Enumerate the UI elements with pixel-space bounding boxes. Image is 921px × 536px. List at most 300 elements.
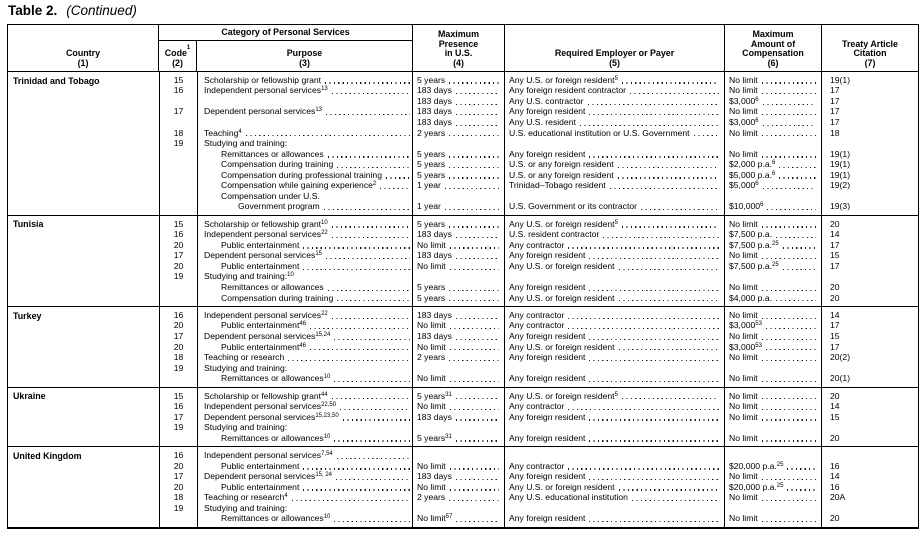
cell-text: 183 days <box>417 116 452 127</box>
amount-cell: $3,000 $^6$ <box>725 96 821 107</box>
emp-column <box>504 447 724 527</box>
dot-leader <box>763 125 816 126</box>
cell-text: No limit <box>729 352 758 363</box>
dot-leader <box>763 104 816 105</box>
country-block <box>8 215 918 306</box>
code-cell <box>160 282 197 293</box>
citation-cell <box>822 391 918 402</box>
cell-text: 20A <box>830 492 846 503</box>
employer-cell <box>505 492 724 503</box>
code-cell: 20 <box>173 481 184 492</box>
cell-text: No limit <box>729 127 758 138</box>
purpose-cell: Dependent personal services $^{15}$ <box>198 250 412 261</box>
amount-cell <box>725 282 821 293</box>
header-max-presence: Maximum Presence in U.S. (4) <box>413 25 505 71</box>
dot-leader <box>589 339 719 340</box>
amount-cell <box>725 450 821 461</box>
cell-text: 5 years <box>417 218 446 229</box>
citation-cell <box>822 433 918 444</box>
presence-cell <box>413 401 504 412</box>
cell-text: No limit <box>729 106 758 117</box>
dot-leader <box>288 360 410 361</box>
cell-text: 17 <box>830 320 840 331</box>
dot-leader <box>449 226 499 227</box>
cell-text: 20(2) <box>830 352 851 363</box>
cell-text: U.S. Government or its contractor <box>509 201 637 212</box>
dot-leader <box>334 339 410 340</box>
purpose-cell: Independent personal services $^{22}$ <box>198 229 412 240</box>
cell-text: Teaching or research <box>204 352 285 363</box>
purpose-cell: Independent personal services $^{22,50}$ <box>198 401 412 412</box>
dot-leader <box>326 258 410 259</box>
cell-text: U.S. resident contractor <box>509 229 600 240</box>
presence-cell <box>413 128 504 139</box>
purpose-cell: Dependent personal services $^{15, 24}$ <box>198 471 412 482</box>
cell-text: Studying and training: <box>204 271 288 282</box>
purpose-cell: Remittances or allowances $^{10}$ <box>198 433 412 444</box>
presence-cell <box>413 138 504 149</box>
purpose-cell: Public entertainment $^{46}$ <box>198 320 412 331</box>
employer-cell <box>505 293 724 304</box>
amount-cell <box>725 391 821 402</box>
cell-text: 5 years <box>417 159 446 170</box>
dot-leader <box>762 521 816 522</box>
dot-leader <box>246 135 410 136</box>
table-title <box>8 3 137 18</box>
citation-cell <box>822 363 918 374</box>
dot-leader <box>618 177 719 178</box>
cell-text: 5 years <box>417 74 446 85</box>
cell-text: Teaching or research <box>204 492 285 503</box>
header-treaty-citation: Treaty Article Citation (7) <box>842 38 898 69</box>
code-cell: 18 <box>173 492 184 503</box>
cell-text: 5 years <box>417 432 446 443</box>
amount-cell <box>725 85 821 96</box>
employer-cell <box>505 180 724 191</box>
dot-leader <box>449 156 499 157</box>
country-rows <box>159 307 918 387</box>
cit-column <box>821 447 918 527</box>
citation-cell <box>822 352 918 363</box>
dot-leader <box>589 290 719 291</box>
dot-leader <box>456 237 499 238</box>
cell-text: Public entertainment <box>221 320 300 331</box>
cell-text: Any contractor <box>509 320 565 331</box>
code-cell: 20 <box>173 320 184 331</box>
emp-column <box>504 307 724 387</box>
employer-cell <box>505 471 724 482</box>
cell-text: 183 days <box>417 85 452 96</box>
amount-cell <box>725 352 821 363</box>
dot-leader <box>568 247 719 248</box>
code-cell <box>160 96 197 107</box>
presence-cell <box>413 320 504 331</box>
dot-leader <box>450 468 499 469</box>
dot-leader <box>303 468 410 469</box>
purpose-cell <box>198 75 412 86</box>
cell-text: 183 days <box>417 229 452 240</box>
amount-cell <box>725 293 821 304</box>
amt-column <box>724 388 821 447</box>
cell-text: 183 days <box>417 330 452 341</box>
amount-cell: $3,000 $^{53}$ <box>725 342 821 353</box>
code-cell: 19 <box>173 138 184 149</box>
cell-text: 5 years <box>417 148 446 159</box>
cell-text: $3,000 <box>729 341 756 352</box>
dot-leader <box>336 479 410 480</box>
treaty-table <box>7 24 919 529</box>
purpose-cell: Independent personal services $^{22}$ <box>198 310 412 321</box>
purpose-cell: Scholarship or fellowship grant $^{44}$ <box>198 391 412 402</box>
purpose-cell <box>198 138 412 149</box>
cell-text: 183 days <box>417 309 452 320</box>
amount-cell <box>725 138 821 149</box>
cell-text: 19(2) <box>830 180 851 191</box>
dot-leader <box>292 500 410 501</box>
dot-leader <box>337 300 410 301</box>
cell-text: 183 days <box>417 106 452 117</box>
dot-leader <box>589 419 719 420</box>
cell-text: No limit <box>729 432 758 443</box>
dot-leader <box>456 125 499 126</box>
cell-text: 14 <box>830 401 840 412</box>
presence-cell <box>413 373 504 384</box>
cell-text: No limit <box>417 320 446 331</box>
amount-cell: $10,000 $^6$ <box>725 201 821 212</box>
dot-leader <box>762 82 816 83</box>
cell-text: 17 <box>830 341 840 352</box>
cell-text: $4,000 p.a. <box>729 292 773 303</box>
amount-cell <box>725 471 821 482</box>
citation-cell <box>822 482 918 493</box>
presence-cell <box>413 191 504 202</box>
code-cell: 19 <box>173 271 184 282</box>
dot-leader <box>449 300 499 301</box>
amount-cell <box>725 422 821 433</box>
dot-leader <box>450 409 499 410</box>
dot-leader <box>779 167 816 168</box>
code-cell: 20 <box>173 239 184 250</box>
cell-text: No limit <box>729 148 758 159</box>
purpose-cell: Scholarship or fellowship grant $^{10}$ <box>198 219 412 230</box>
cell-text: No limit <box>729 390 758 401</box>
purpose-cell: Independent personal services $^{13}$ <box>198 85 412 96</box>
cell-text: 183 days <box>417 250 452 261</box>
cell-text: $3,000 <box>729 320 756 331</box>
citation-cell <box>822 461 918 472</box>
cell-text: 183 days <box>417 95 452 106</box>
employer-cell <box>505 149 724 160</box>
cell-text: Independent personal services <box>204 229 322 240</box>
purpose-cell <box>198 261 412 272</box>
dot-leader <box>762 318 816 319</box>
presence-cell <box>413 352 504 363</box>
cell-text: No limit <box>729 309 758 320</box>
cell-text: Any foreign resident <box>509 281 586 292</box>
cell-text: $7,500 p.a. <box>729 239 773 250</box>
cell-text: Any foreign resident <box>509 373 586 384</box>
dot-leader <box>762 258 816 259</box>
cell-text: No limit <box>729 250 758 261</box>
cell-text: Any foreign resident <box>509 106 586 117</box>
cell-text: 14 <box>830 309 840 320</box>
dot-leader <box>610 188 719 189</box>
amount-cell: $20,000 p.a. $^{25}$ <box>725 482 821 493</box>
employer-cell <box>505 191 724 202</box>
citation-cell <box>822 96 918 107</box>
cell-text: No limit <box>729 471 758 482</box>
dot-leader <box>568 318 719 319</box>
presence-cell: No limit $^{57}$ <box>413 513 504 524</box>
dot-leader <box>603 237 719 238</box>
dot-leader <box>776 237 816 238</box>
dot-leader <box>332 237 410 238</box>
cell-text: Studying and training: <box>204 362 288 373</box>
country-rows <box>159 72 918 215</box>
code-cell <box>160 201 197 212</box>
cell-text: Any U.S. or foreign resident <box>509 292 615 303</box>
amount-cell <box>725 373 821 384</box>
cit-column <box>821 307 918 387</box>
dot-leader <box>332 318 410 319</box>
pres-column <box>412 216 504 306</box>
citation-cell <box>822 422 918 433</box>
cell-text: $20,000 p.a. <box>729 481 777 492</box>
purpose-cell: Dependent personal services $^{15,24}$ <box>198 331 412 342</box>
dot-leader <box>326 114 410 115</box>
cell-text: 14 <box>830 229 840 240</box>
dot-leader <box>380 188 410 189</box>
dot-leader <box>449 177 499 178</box>
purpose-column <box>197 216 412 306</box>
dot-leader <box>762 290 816 291</box>
citation-cell <box>822 450 918 461</box>
amount-cell <box>725 401 821 412</box>
cell-text: U.S. or any foreign resident <box>509 169 614 180</box>
amt-column <box>724 307 821 387</box>
dot-leader <box>619 269 719 270</box>
cell-text: Any foreign resident <box>509 513 586 524</box>
header-max-compensation: Maximum Amount of Compensation (6) <box>725 25 822 71</box>
dot-leader <box>622 226 719 227</box>
dot-leader <box>762 93 816 94</box>
cell-text: 15 <box>830 330 840 341</box>
employer-cell <box>505 310 724 321</box>
dot-leader <box>762 114 816 115</box>
presence-cell <box>413 219 504 230</box>
cell-text: Any foreign resident <box>509 432 586 443</box>
amount-cell <box>725 492 821 503</box>
presence-cell <box>413 422 504 433</box>
pres-column <box>412 307 504 387</box>
cell-text: 19(1) <box>830 74 851 85</box>
employer-cell <box>505 240 724 251</box>
dot-leader <box>619 489 719 490</box>
country-name: Trinidad and Tobago <box>13 75 100 86</box>
cell-text: 19(3) <box>830 201 851 212</box>
purpose-cell <box>198 461 412 472</box>
dot-leader <box>762 360 816 361</box>
presence-cell <box>413 310 504 321</box>
cell-text: 18 <box>830 127 840 138</box>
cell-text: No limit <box>729 74 758 85</box>
country-block <box>8 446 918 527</box>
cell-text: Any contractor <box>509 309 565 320</box>
dot-leader <box>310 349 410 350</box>
table-header <box>8 25 918 72</box>
cell-text: No limit <box>729 492 758 503</box>
presence-cell <box>413 240 504 251</box>
amount-cell <box>725 149 821 160</box>
cell-text: Remittances or allowances <box>221 432 324 443</box>
dot-leader <box>766 349 816 350</box>
dot-leader <box>325 82 410 83</box>
amount-cell: $7,500 p.a. $^{25}$ <box>725 261 821 272</box>
cit-column <box>821 216 918 306</box>
citation-cell <box>822 85 918 96</box>
cell-text: No limit <box>729 513 758 524</box>
cell-text: Any U.S. educational institution <box>509 492 628 503</box>
code-cell: 17 <box>173 471 184 482</box>
country-name: Turkey <box>13 310 42 321</box>
dot-leader <box>324 209 410 210</box>
amount-cell <box>725 250 821 261</box>
cit-column <box>821 388 918 447</box>
presence-cell <box>413 492 504 503</box>
citation-cell <box>822 201 918 212</box>
dot-leader <box>762 339 816 340</box>
amount-cell: $5,000 $^6$ <box>725 180 821 191</box>
cell-text: Remittances or allowances <box>221 148 324 159</box>
dot-leader <box>449 500 499 501</box>
dot-leader <box>589 521 719 522</box>
presence-cell <box>413 170 504 181</box>
dot-leader <box>456 440 499 441</box>
cell-text: Compensation during training <box>221 159 334 170</box>
code-cell: 19 <box>173 422 184 433</box>
code-cell <box>160 433 197 444</box>
dot-leader <box>449 290 499 291</box>
employer-cell <box>505 261 724 272</box>
country-name: Tunisia <box>13 219 44 230</box>
cell-text: 5 years <box>417 281 446 292</box>
citation-cell <box>822 320 918 331</box>
dot-leader <box>303 489 410 490</box>
country-block <box>8 72 918 215</box>
purpose-cell <box>198 352 412 363</box>
dot-leader <box>762 479 816 480</box>
dot-leader <box>622 82 719 83</box>
dot-leader <box>618 167 719 168</box>
dot-leader <box>456 114 499 115</box>
employer-cell <box>505 461 724 472</box>
cell-text: No limit <box>417 239 446 250</box>
emp-column <box>504 72 724 215</box>
code-cell: 20 <box>173 341 184 352</box>
cell-text: 19(1) <box>830 169 851 180</box>
presence-cell <box>413 412 504 423</box>
pres-column <box>412 447 504 527</box>
employer-cell <box>505 170 724 181</box>
cell-text: $20,000 p.a. <box>729 460 777 471</box>
dot-leader <box>449 167 499 168</box>
cell-text: Scholarship or fellowship grant <box>204 390 322 401</box>
cell-text: Dependent personal services <box>204 471 316 482</box>
code-cell: 16 <box>173 85 184 96</box>
cell-text: No limit <box>729 330 758 341</box>
cell-text: Any U.S. or foreign resident <box>509 341 615 352</box>
cell-text: Any U.S. contractor <box>509 95 584 106</box>
dot-leader <box>589 258 719 259</box>
cell-text: Any contractor <box>509 401 565 412</box>
employer-cell <box>505 201 724 212</box>
cell-text: Any U.S. or foreign resident <box>509 74 615 85</box>
cell-text: Scholarship or fellowship grant <box>204 74 322 85</box>
dot-leader <box>588 104 719 105</box>
presence-cell <box>413 503 504 514</box>
presence-cell <box>413 106 504 117</box>
dot-leader <box>762 226 816 227</box>
cell-text: Public entertainment <box>221 460 300 471</box>
dot-leader <box>445 188 499 189</box>
dot-leader <box>762 500 816 501</box>
country-name: Ukraine <box>13 391 46 402</box>
dot-leader <box>762 419 816 420</box>
amount-cell: $20,000 p.a. $^{25}$ <box>725 461 821 472</box>
dot-leader <box>456 479 499 480</box>
cell-text: $5,000 <box>729 180 756 191</box>
cell-text: 183 days <box>417 411 452 422</box>
code-cell: 16 <box>173 309 184 320</box>
code-cell: 18 <box>173 352 184 363</box>
cell-text: 20 <box>830 292 840 303</box>
cell-text: Any foreign resident <box>509 330 586 341</box>
dot-leader <box>449 360 499 361</box>
dot-leader <box>337 167 410 168</box>
dot-leader <box>776 300 816 301</box>
code-cell <box>160 170 197 181</box>
code-footnote-sup: 1 <box>186 45 191 52</box>
purpose-cell: Studying and training: $^{10}$ <box>204 271 294 282</box>
presence-cell <box>413 149 504 160</box>
amt-column <box>724 447 821 527</box>
purpose-cell <box>198 201 412 212</box>
dot-leader <box>450 381 499 382</box>
citation-cell <box>822 373 918 384</box>
cell-text: 17 <box>830 239 840 250</box>
employer-cell <box>505 128 724 139</box>
employer-cell <box>505 412 724 423</box>
cell-text: Independent personal services <box>204 309 322 320</box>
cell-text: Any contractor <box>509 460 565 471</box>
code-column <box>159 447 197 527</box>
citation-cell <box>822 149 918 160</box>
amount-cell <box>725 513 821 524</box>
employer-cell <box>505 363 724 374</box>
dot-leader <box>762 398 816 399</box>
employer-cell <box>505 450 724 461</box>
dot-leader <box>386 177 410 178</box>
amount-cell <box>725 128 821 139</box>
dot-leader <box>456 258 499 259</box>
cell-text: Any contractor <box>509 239 565 250</box>
dot-leader <box>762 156 816 157</box>
employer-cell <box>505 282 724 293</box>
dot-leader <box>568 468 719 469</box>
cell-text: 20 <box>830 281 840 292</box>
employer-cell <box>505 271 724 282</box>
code-cell <box>160 159 197 170</box>
